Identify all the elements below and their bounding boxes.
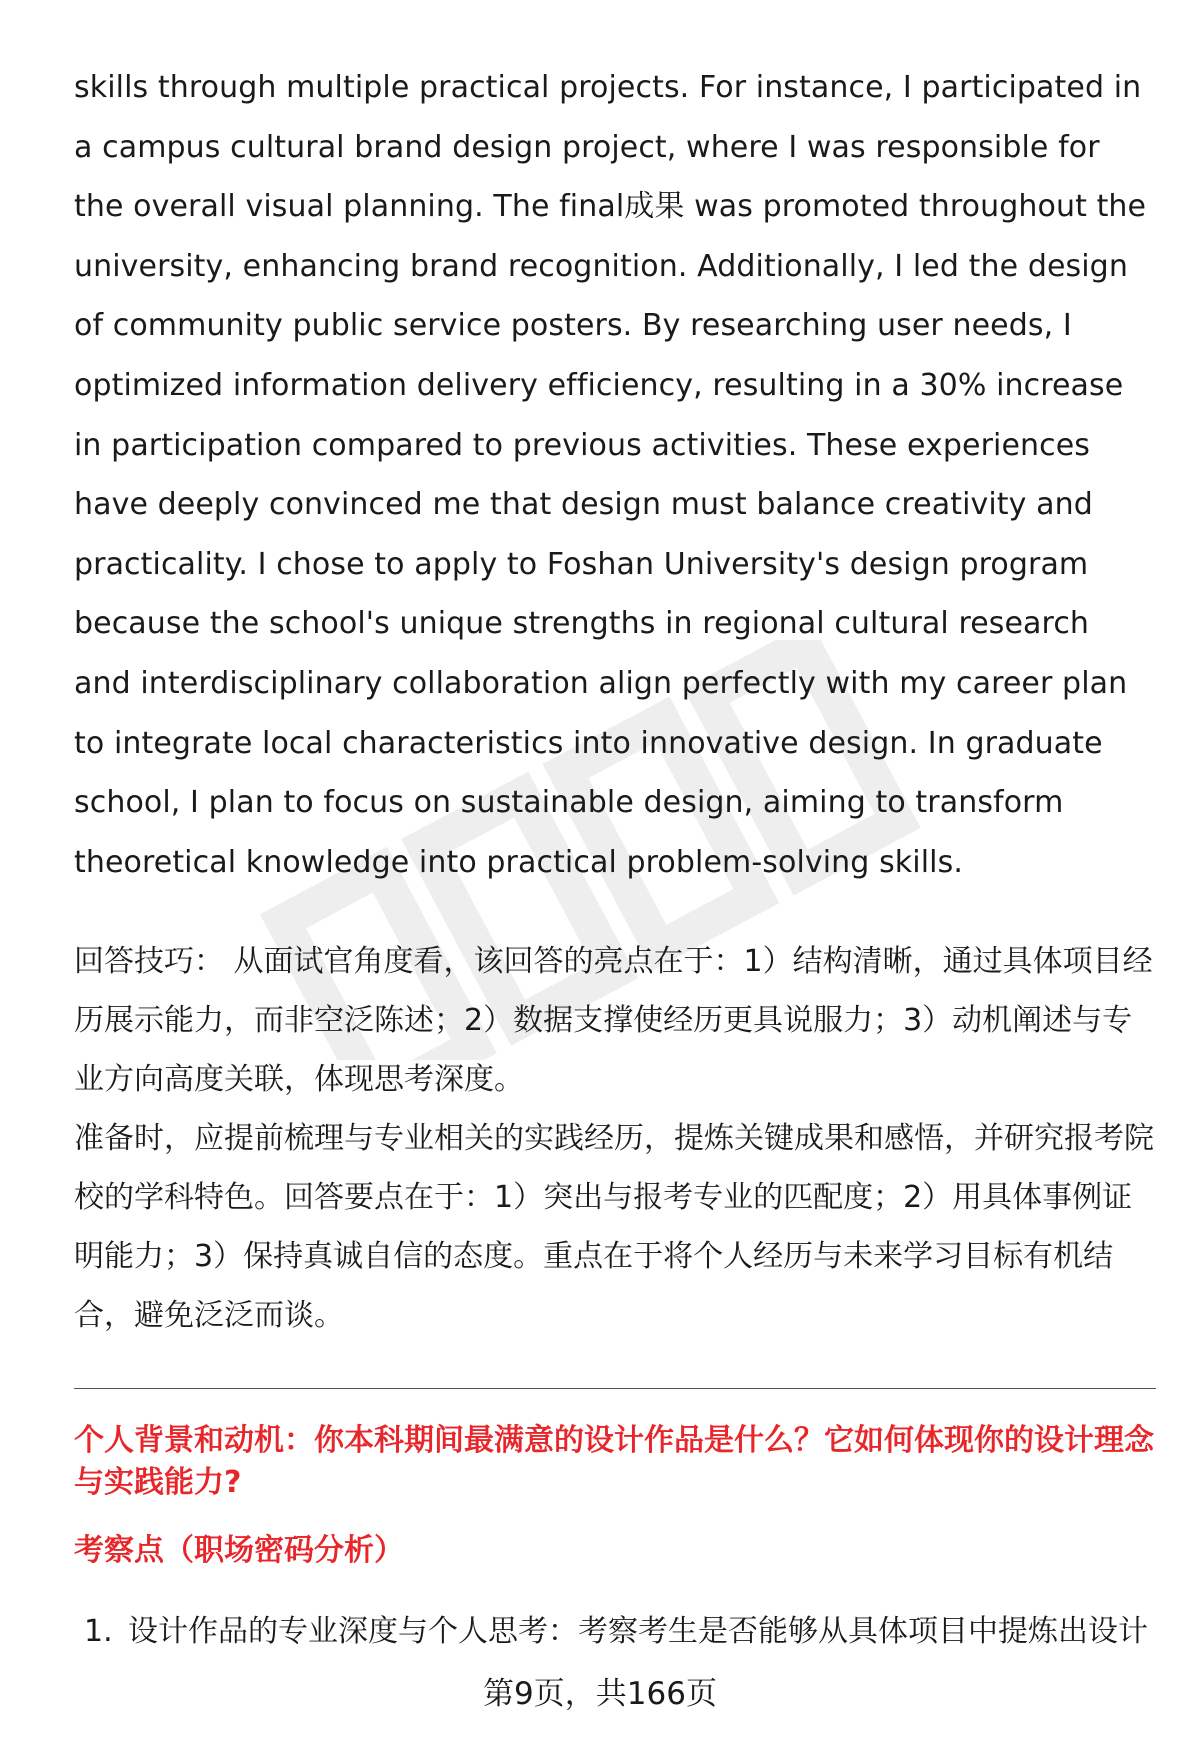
question-heading: 个人背景和动机：你本科期间最满意的设计作品是什么？它如何体现你的设计理念与实践能力? — [74, 1423, 1154, 1500]
answer-paragraph: skills through multiple practical projects. For instance, I participated in a campus cultural brand design project, where I was responsible for the overall visual planning. The final成果 was promoted throughout the university, enhancing brand recognition. Additionally, I led the design of community public service posters. By researching user needs, I optimized information delivery efficiency, resulting in a 30% increase in participation compared to previous activities. These experiences have deeply convinced me that design must balance creativity and practicality. I chose to apply to Foshan University's design program because the school's unique strengths in regional cultural research and interdisciplinary collaboration align perfectly with my career plan to integrate local characteristics into innovative design. In graduate school, I plan to focus on sustainable design, aiming to transform theoretical knowledge into practical problem-solving skills. — [74, 70, 1147, 880]
list-item-number: 1. — [84, 1614, 113, 1649]
tips-paragraph-2: 准备时，应提前梳理与专业相关的实践经历，提炼关键成果和感悟，并研究报考院校的学科特色。回答要点在于：1）突出与报考专业的匹配度；2）用具体事例证明能力；3）保持真诚自信的态度。重点在于将个人经历与未来学习目标有机结合，避免泛泛而谈。 — [74, 1121, 1154, 1334]
tips-paragraph-1: 回答技巧： 从面试官角度看，该回答的亮点在于：1）结构清晰，通过具体项目经历展示能力，而非空泛陈述；2）数据支撑使经历更具说服力；3）动机阐述与专业方向高度关联，体现思考深度。 — [74, 944, 1153, 1098]
list-item — [84, 1610, 1164, 1654]
main-content — [74, 58, 1154, 1345]
section-divider — [74, 1388, 1156, 1389]
answer-tips — [74, 932, 1154, 1345]
page-footer: 第9页，共166页 — [483, 1676, 717, 1712]
assessment-points-list — [84, 1610, 1164, 1654]
assessment-points-heading: 考察点（职场密码分析） — [74, 1533, 404, 1568]
list-item-text: 设计作品的专业深度与个人思考：考察考生是否能够从具体项目中提炼出设计 — [128, 1614, 1148, 1649]
